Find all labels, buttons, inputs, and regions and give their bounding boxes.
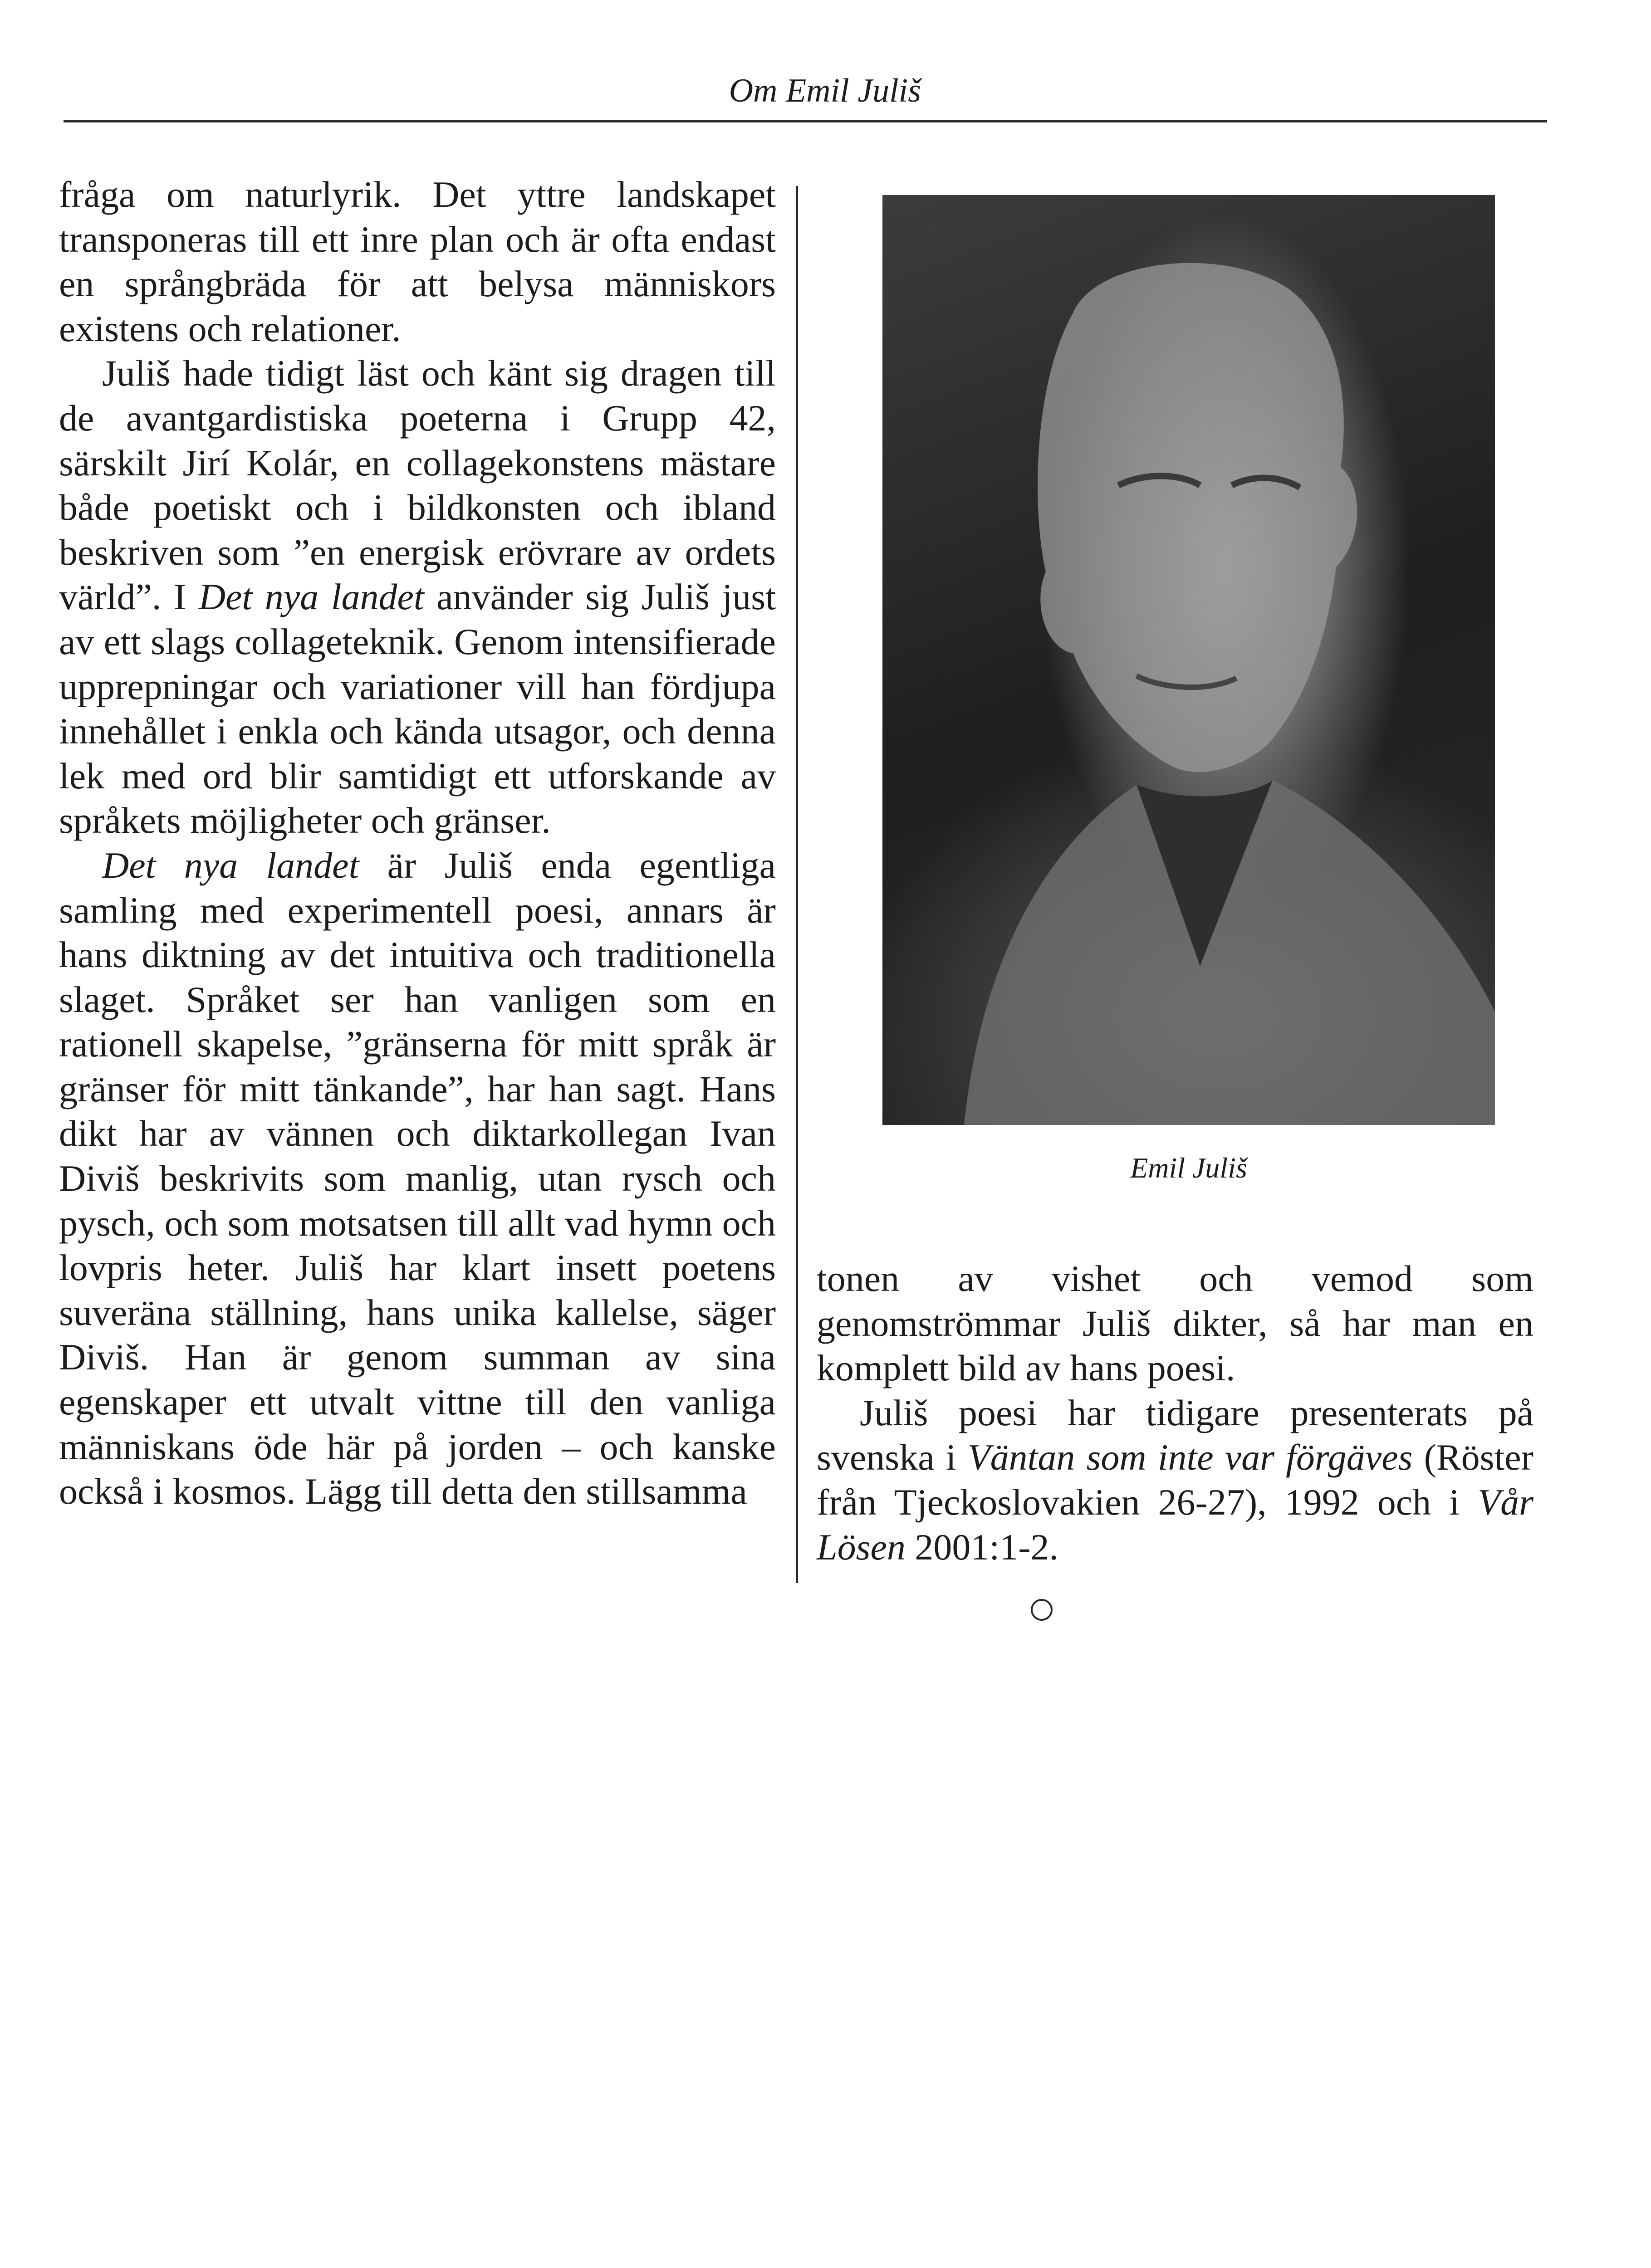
paragraph: [59, 843, 776, 1514]
end-mark-icon: [1031, 1599, 1053, 1621]
right-column: [817, 1256, 1533, 1569]
title-emphasis: Det nya landet: [198, 576, 424, 618]
text-run: (Röster från Tjeckoslovakien 26-27), 1992 och i: [817, 1437, 1533, 1523]
running-head-title: Om Emil Juliš: [729, 72, 921, 109]
text-run: är Juliš enda egentliga samling med experimentell poesi, annars är hans diktning av det intuitiva och traditionella slaget. Språket ser han vanligen som en rationell skapelse, ”gränserna för mitt språk är gränser för mitt tänkande”, har han sagt. Hans dikt har av vännen och diktarkollegan Ivan Diviš beskrivits som manlig, utan rysch och pysch, och som motsatsen till allt vad hymn och lovpris heter. Juliš har klart insett poetens suveräna ställning, hans unika kallelse, säger Diviš. Han är genom summan av sina egenskaper ett utvalt vittne till den vanliga människans öde här på jorden – och kanske också i kosmos. Lägg till detta den stillsamma: [59, 844, 776, 1512]
paragraph: [817, 1391, 1533, 1569]
title-emphasis: Väntan som inte var förgäves: [967, 1437, 1413, 1478]
text-run: använder sig Juliš just av ett slags collageteknik. Genom intensifierade upprepningar och variationer vill han fördjupa innehållet i enkla och kända utsagor, och denna lek med ord blir samtidigt ett utforskande av språkets möjligheter och gränser.: [59, 576, 776, 841]
text-run: tonen av vishet och vemod som genomströmmar Juliš dikter, så har man en komplett bild av hans poesi.: [817, 1258, 1533, 1389]
paragraph: [817, 1256, 1533, 1391]
text-run: fråga om naturlyrik. Det yttre landskapet transponeras till ett inre plan och är ofta endast en språngbräda för att belysa människors existens och relationer.: [59, 174, 776, 349]
title-emphasis: Vår Lösen: [817, 1481, 1533, 1568]
author-portrait-photo: [882, 195, 1495, 1125]
left-column: [59, 172, 776, 1514]
paragraph: [59, 172, 776, 351]
paragraph: [59, 351, 776, 843]
text-run: Juliš hade tidigt läst och känt sig dragen till de avantgardistiska poeterna i Grupp 42, särskilt Jirí Kolár, en collagekonstens mästare både poetiskt och i bildkonsten och ibland beskriven som ”en energisk erövrare av ordets värld”. I: [59, 352, 776, 618]
text-run: Juliš poesi har tidigare presenterats på svenska i: [817, 1392, 1533, 1478]
title-emphasis: Det nya landet: [102, 844, 359, 886]
text-run: 2001:1-2.: [905, 1526, 1059, 1568]
portrait-silhouette: [882, 195, 1495, 1125]
running-head: [64, 68, 1547, 122]
column-rule: [796, 186, 798, 1583]
photo-caption: Emil Juliš: [1130, 1152, 1247, 1184]
header-rule: [64, 120, 1547, 122]
